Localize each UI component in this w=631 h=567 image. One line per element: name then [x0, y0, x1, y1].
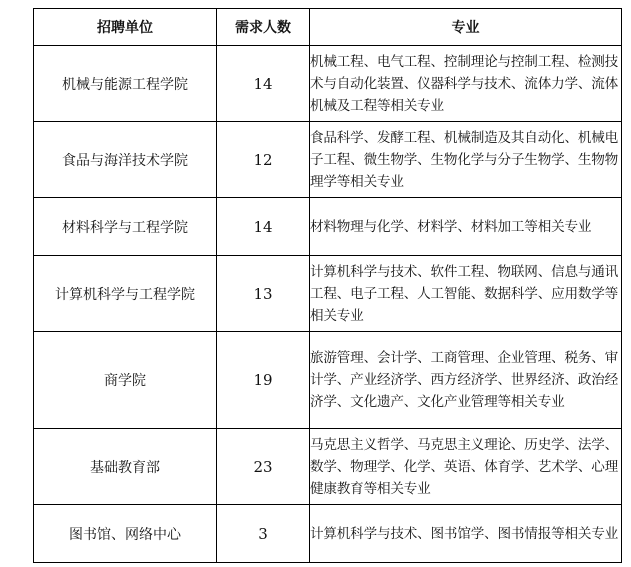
count-cell: 14: [217, 198, 310, 256]
unit-cell: 机械与能源工程学院: [34, 46, 217, 122]
unit-cell: 商学院: [34, 332, 217, 429]
major-cell: 食品科学、发酵工程、机械制造及其自动化、机械电子工程、微生物学、生物化学与分子生物学、生物物理学等相关专业: [310, 122, 622, 198]
table-row: [34, 429, 622, 505]
unit-cell: 材料科学与工程学院: [34, 198, 217, 256]
major-cell: 计算机科学与技术、软件工程、物联网、信息与通讯工程、电子工程、人工智能、数据科学、应用数学等相关专业: [310, 256, 622, 332]
header-major: 专业: [310, 9, 622, 46]
table-row: [34, 46, 622, 122]
table-header-row: [34, 9, 622, 46]
count-cell: 23: [217, 429, 310, 505]
unit-cell: 食品与海洋技术学院: [34, 122, 217, 198]
recruitment-table: [33, 8, 622, 563]
header-count: 需求人数: [217, 9, 310, 46]
major-cell: 旅游管理、会计学、工商管理、企业管理、税务、审计学、产业经济学、西方经济学、世界经济、政治经济学、文化遗产、文化产业管理等相关专业: [310, 332, 622, 429]
count-cell: 12: [217, 122, 310, 198]
unit-cell: 图书馆、网络中心: [34, 505, 217, 563]
count-cell: 19: [217, 332, 310, 429]
unit-cell: 计算机科学与工程学院: [34, 256, 217, 332]
table-row: [34, 332, 622, 429]
count-cell: 3: [217, 505, 310, 563]
table-row: [34, 505, 622, 563]
major-cell: 材料物理与化学、材料学、材料加工等相关专业: [310, 198, 622, 256]
major-cell: 机械工程、电气工程、控制理论与控制工程、检测技术与自动化装置、仪器科学与技术、流体力学、流体机械及工程等相关专业: [310, 46, 622, 122]
major-cell: 计算机科学与技术、图书馆学、图书情报等相关专业: [310, 505, 622, 563]
unit-cell: 基础教育部: [34, 429, 217, 505]
count-cell: 14: [217, 46, 310, 122]
header-unit: 招聘单位: [34, 9, 217, 46]
count-cell: 13: [217, 256, 310, 332]
table-row: [34, 256, 622, 332]
table-row: [34, 122, 622, 198]
table-row: [34, 198, 622, 256]
major-cell: 马克思主义哲学、马克思主义理论、历史学、法学、数学、物理学、化学、英语、体育学、艺术学、心理健康教育等相关专业: [310, 429, 622, 505]
